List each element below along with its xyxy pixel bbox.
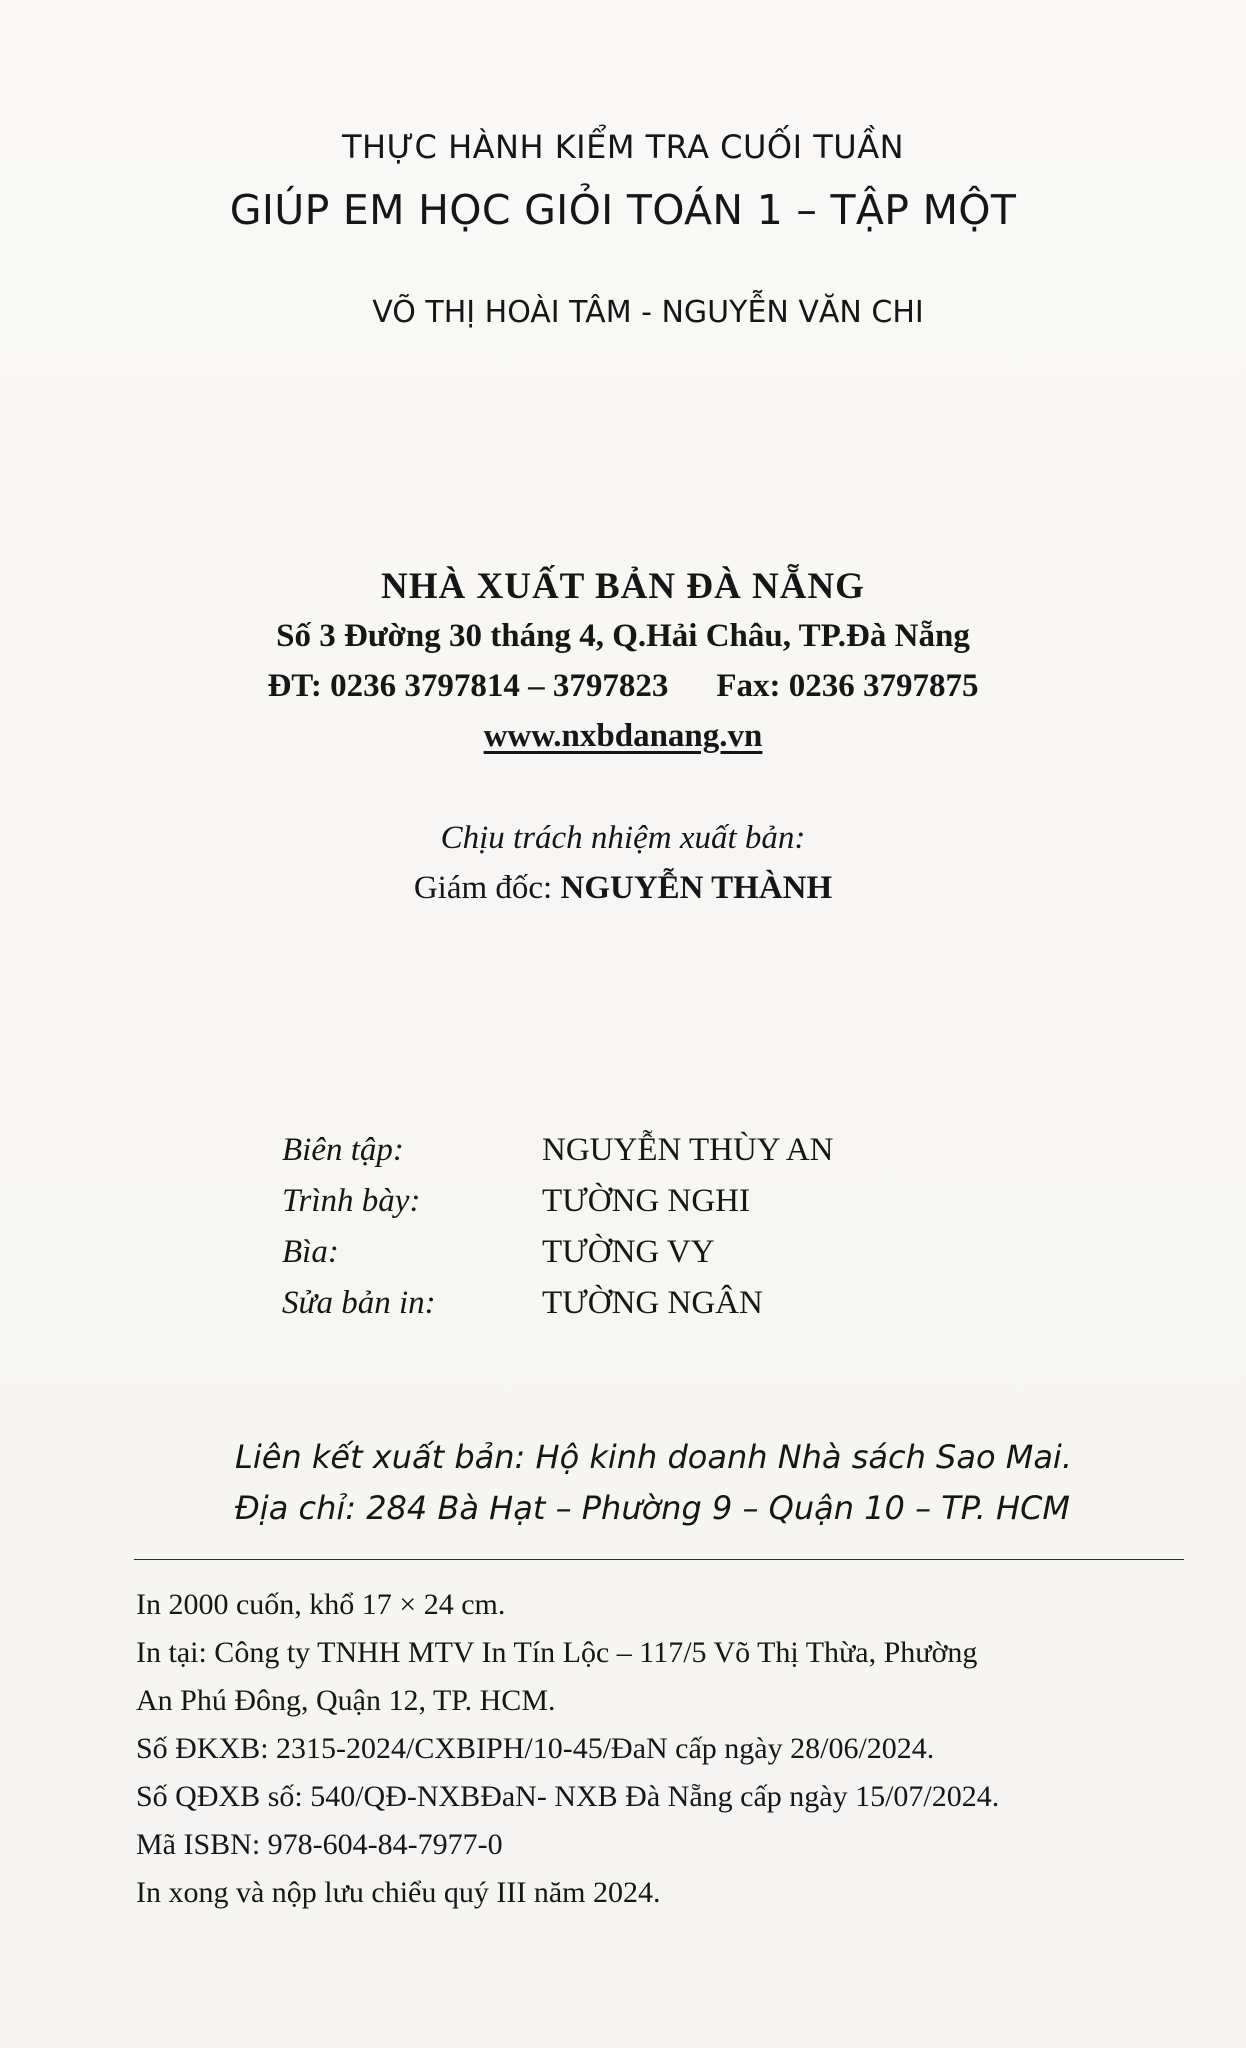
imprint-line-registration: Số ĐKXB: 2315-2024/CXBIPH/10-45/ĐaN cấp ngày 28/06/2024. (136, 1732, 935, 1765)
director-role: Giám đốc: (413, 870, 553, 906)
partner-line: Liên kết xuất bản: Hộ kinh doanh Nhà sách Sao Mai. (235, 1438, 1072, 1476)
publisher-phone: ĐT: 0236 3797814 – 3797823 (267, 668, 669, 704)
credit-role-layout: Trình bày: (282, 1183, 421, 1219)
imprint-line-quantity: In 2000 cuốn, khổ 17 × 24 cm. (136, 1588, 506, 1621)
imprint-line-printer: In tại: Công ty TNHH MTV In Tín Lộc – 117/5 Võ Thị Thừa, Phường (136, 1636, 978, 1669)
credit-role-proofreader: Sửa bản in: (282, 1285, 436, 1321)
book-title: GIÚP EM HỌC GIỎI TOÁN 1 – TẬP MỘT (229, 186, 1017, 234)
credit-name-proofreader: TƯỜNG NGÂN (542, 1285, 763, 1321)
series-title: THỰC HÀNH KIỂM TRA CUỐI TUẦN (341, 128, 905, 166)
publisher-website[interactable]: www.nxbdanang.vn (483, 718, 763, 754)
publisher-contact (0, 668, 1246, 705)
credit-role-editor: Biên tập: (282, 1132, 404, 1168)
imprint-line-printer-address: An Phú Đông, Quận 12, TP. HCM. (136, 1684, 556, 1717)
credit-name-editor: NGUYỄN THÙY AN (542, 1132, 834, 1168)
publisher-fax: Fax: 0236 3797875 (716, 668, 979, 704)
publisher-name: NHÀ XUẤT BẢN ĐÀ NẴNG (381, 566, 865, 607)
credit-name-cover: TƯỜNG VY (542, 1234, 715, 1270)
responsibility-label: Chịu trách nhiệm xuất bản: (440, 820, 806, 856)
credit-name-layout: TƯỜNG NGHI (542, 1183, 750, 1219)
divider (134, 1559, 1184, 1560)
imprint-line-isbn: Mã ISBN: 978-604-84-7977-0 (136, 1828, 503, 1861)
director-name: NGUYỄN THÀNH (560, 870, 833, 906)
imprint-line-decision: Số QĐXB số: 540/QĐ-NXBĐaN- NXB Đà Nẵng cấp ngày 15/07/2024. (136, 1780, 1000, 1813)
authors: VÕ THỊ HOÀI TÂM - NGUYỄN VĂN CHI (372, 295, 924, 330)
publisher-address: Số 3 Đường 30 tháng 4, Q.Hải Châu, TP.Đà Nẵng (276, 618, 970, 654)
imprint-line-completion: In xong và nộp lưu chiểu quý III năm 2024. (136, 1876, 661, 1909)
partner-address: Địa chỉ: 284 Bà Hạt – Phường 9 – Quận 10 – TP. HCM (235, 1489, 1071, 1527)
credit-role-cover: Bìa: (282, 1234, 339, 1270)
director-line (0, 870, 1246, 907)
